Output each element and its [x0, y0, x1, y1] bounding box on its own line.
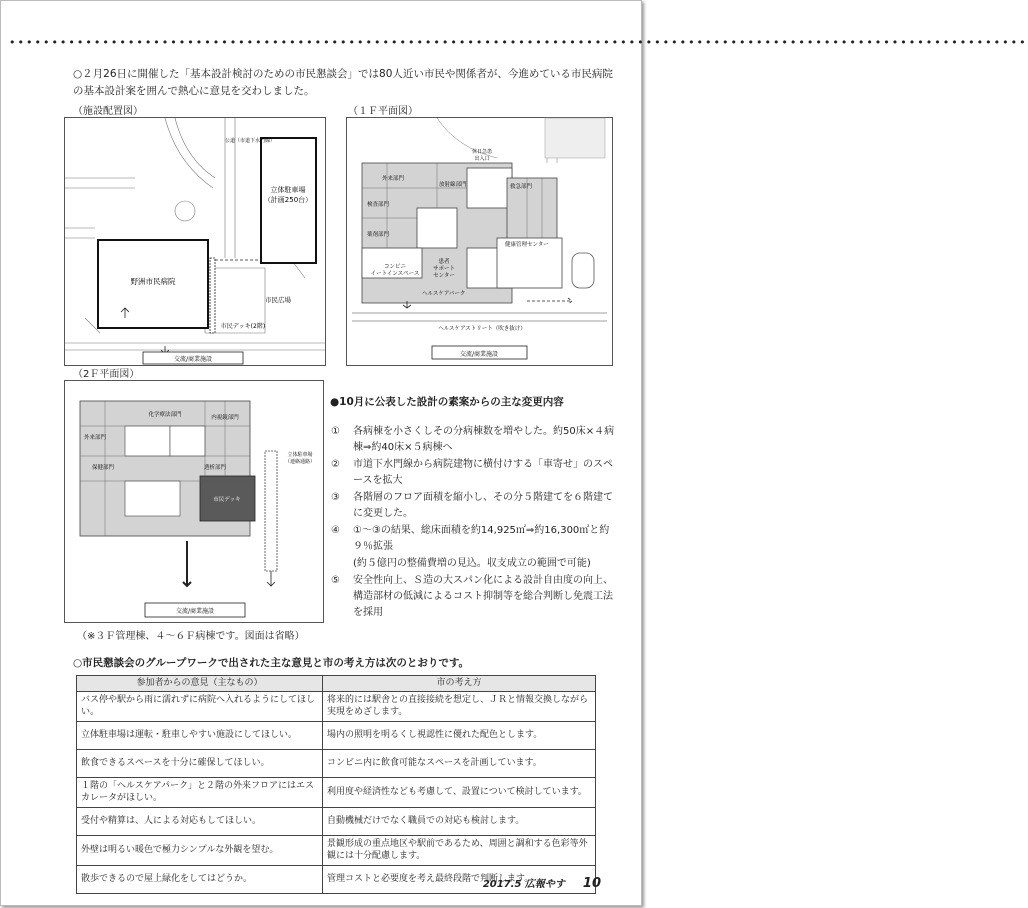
floor2-deck-label: 市民デッキ	[213, 497, 241, 503]
response-cell: 将来的には駅舎との直接接続を想定し、ＪＲと情報交換しながら実現をめざします。	[323, 691, 596, 721]
floor1-radiology-label: 放射線部門	[439, 182, 467, 188]
change-num: ②	[331, 459, 340, 470]
response-cell: 場内の照明を明るくし視認性に優れた配色とします。	[323, 721, 596, 749]
floor1-health-label: 健康管理センター	[505, 242, 549, 248]
change-num: ④	[331, 525, 340, 536]
response-cell: 自動機械だけでなく職員での対応も検討します。	[323, 807, 596, 835]
change-item	[331, 573, 621, 621]
table-row	[77, 691, 596, 721]
change-item	[331, 424, 621, 456]
floor2-figure	[64, 380, 324, 623]
changes-list	[331, 424, 621, 622]
site-plan-figure	[64, 117, 326, 366]
dotted-divider: ••••••••••••••••••••••••••••••••••••••••••••••••••••••••••••••••••••••••••••••••••••••••••••••••••••••••••••••••••••••••	[9, 36, 1028, 49]
change-item	[331, 490, 621, 522]
change-text: 市道下水門線から病院建物に横付けする「車寄せ」のスペースを拡大	[353, 459, 613, 486]
change-text: ①～③の結果、総床面積を約14,925㎡⇒約16,300㎡と約９％拡張	[353, 525, 610, 552]
floor2-caption: （2Ｆ平面図）	[73, 369, 140, 380]
floor2-endoscopy-label: 内視鏡部門	[211, 415, 239, 421]
opinion-cell: 飲食できるスペースを十分に確保してほしい。	[77, 749, 323, 777]
change-item	[331, 523, 621, 555]
floor2-commerce-label: 交流/商業施設	[175, 608, 215, 615]
site-road-label: 公道（市道下水門線）	[224, 138, 276, 144]
change-item	[331, 556, 621, 572]
table-header-row	[77, 676, 596, 692]
change-text: 安全性向上、Ｓ造の大スパン化による設計自由度の向上、構造部材の低減によるコスト抑制等を総合判断し免震工法を採用	[353, 575, 613, 618]
floor2-parking-link-label: 立体駐車場（連絡通路）	[284, 452, 316, 465]
floor1-street-label: ヘルスケアストリート（吹き抜け）	[438, 326, 526, 332]
table-row	[77, 777, 596, 807]
intro-paragraph: ○２月26日に開催した「基本設計検討のための市民懇談会」では80人近い市民や関係者が、今進めている市民病院の基本設計案を囲んで熱心に意見を交わしました。	[73, 68, 613, 97]
page-number: 10	[582, 876, 601, 891]
table-row	[77, 835, 596, 865]
floor2-chemo-label: 化学療法部門	[148, 412, 182, 418]
opinions-heading: ○市民懇談会のグループワークで出された主な意見と市の考え方は次のとおりです。	[73, 657, 469, 669]
response-cell: コンビニ内に飲食可能なスペースを計画しています。	[323, 749, 596, 777]
changes-heading: ●10月に公表した設計の素案からの主な変更内容	[330, 396, 564, 408]
floor1-entrance-label: 休日急患出入口	[471, 149, 493, 162]
site-parking-sub-label: （計画250台）	[263, 196, 313, 204]
opinions-table	[76, 675, 596, 894]
floor1-emergency-label: 救急部門	[510, 184, 533, 190]
site-hospital-label: 野洲市民病院	[130, 277, 176, 286]
footer-issue: 2017.5 広報やす	[482, 879, 565, 890]
opinion-cell: バス停や駅から雨に濡れずに病院へ入れるようにしてほしい。	[77, 691, 323, 721]
change-text: 各病棟を小さくしその分病棟数を増やした。約50床×４病棟⇒約40床×５病棟へ	[353, 426, 615, 453]
figure-note: （※３Ｆ管理棟、４～６Ｆ病棟です。図面は省略）	[77, 631, 305, 642]
change-num	[331, 556, 353, 572]
change-item	[331, 457, 621, 489]
opinion-cell: 散歩できるので屋上緑化をしてはどうか。	[77, 865, 323, 893]
floor2-outpatient-label: 外来部門	[83, 435, 107, 441]
floor2-health-label: 保健部門	[91, 465, 115, 471]
change-text: 各階層のフロア面積を縮小し、その分５階建てを６階建てに変更した。	[353, 492, 613, 519]
site-parking-label: 立体駐車場	[270, 186, 306, 194]
response-cell: 管理コストと必要度を考え最終段階で判断します。	[323, 865, 596, 893]
opinion-cell: 立体駐車場は運転・駐車しやすい施設にしてほしい。	[77, 721, 323, 749]
site-plan-caption: （施設配置図）	[73, 106, 143, 117]
floor1-convenience-label: コンビニイートインスペース	[370, 264, 420, 277]
change-text: (約５億円の整備費増の見込。収支成立の範囲で可能)	[353, 558, 591, 569]
col-opinion-header: 参加者からの意見（主なもの）	[77, 676, 323, 692]
floor1-lab-label: 検査部門	[367, 202, 390, 208]
response-cell: 景観形成の重点地区や駅前であるため、周囲と調和する色彩等外観には十分配慮します。	[323, 835, 596, 865]
col-response-header: 市の考え方	[323, 676, 596, 692]
site-commerce-label: 交流/商業施設	[173, 356, 213, 363]
floor1-support-label: 患者サポートセンター	[432, 259, 456, 279]
floor1-caption: （１Ｆ平面図）	[348, 106, 418, 117]
site-deck-label: 市民デッキ(2階)	[220, 323, 266, 330]
floor1-commerce-label: 交流/商業施設	[459, 351, 499, 358]
change-num: ①	[331, 426, 340, 437]
floor1-healthcare-park-label: ヘルスケアパーク	[422, 291, 466, 297]
table-row	[77, 721, 596, 749]
opinion-cell: １階の「ヘルスケアパーク」と２階の外来フロアにはエスカレータがほしい。	[77, 777, 323, 807]
page-footer	[483, 875, 601, 891]
opinion-cell: 受付や精算は、人による対応もしてほしい。	[77, 807, 323, 835]
change-num: ⑤	[331, 575, 340, 586]
floor2-dialysis-label: 透析部門	[203, 465, 227, 471]
response-cell: 利用度や経済性なども考慮して、設置について検討しています。	[323, 777, 596, 807]
floor1-outpatient-label: 外来部門	[382, 176, 405, 182]
table-row	[77, 807, 596, 835]
change-num: ③	[331, 492, 340, 503]
floor1-pharmacy-label: 薬剤部門	[367, 232, 390, 238]
floor1-figure	[346, 117, 613, 366]
opinion-cell: 外壁は明るい暖色で極力シンプルな外観を望む。	[77, 835, 323, 865]
table-row	[77, 749, 596, 777]
site-plaza-label: 市民広場	[265, 296, 291, 304]
